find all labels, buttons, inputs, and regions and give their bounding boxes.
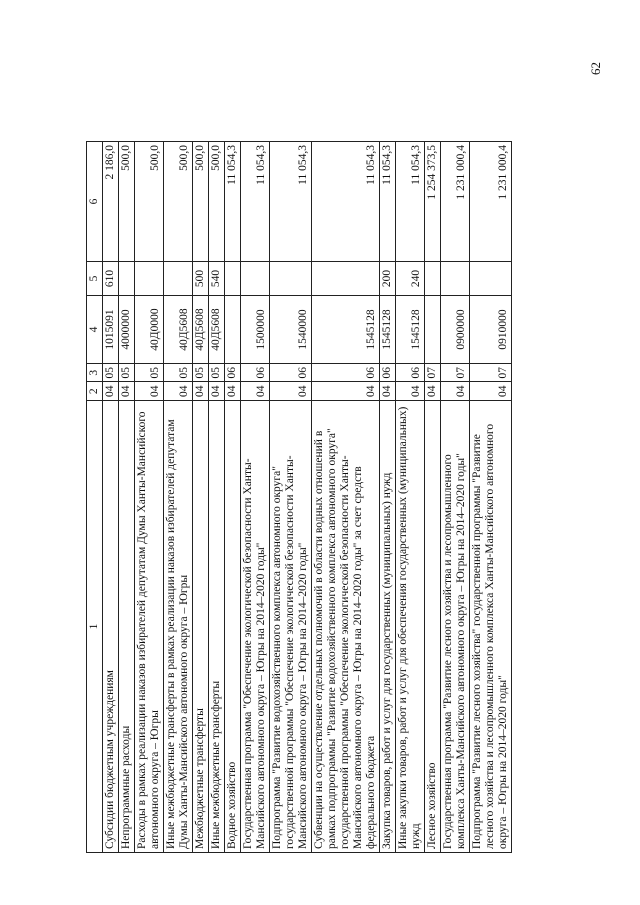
section-code: 04 [380,382,396,401]
target-code: 1545128 [380,296,396,364]
amount: 500,0 [164,142,193,262]
subsection-code: 05 [103,364,119,383]
amount: 500,0 [209,142,225,262]
table-row [193,142,209,853]
subsection-code: 07 [470,364,512,383]
amount: 500,0 [193,142,209,262]
table-row [470,142,512,853]
subsection-code: 05 [209,364,225,383]
expense-type [312,262,380,296]
subsection-code: 06 [380,364,396,383]
row-name: Субвенции на осуществление отдельных полномочий в области водных отношений в рамках подпрограммы "Развитие водохозяйственного комплекса автономного округа" государственной программы "Обеспечение экологической безопасности Ханты-Мансийского автономного округа – Югры на 2014–2020 годы" за счет средств федерального бюджета [312,401,380,853]
amount: 1 254 373,5 [425,142,441,262]
section-code: 04 [225,382,241,401]
budget-table [86,141,512,853]
table-row [119,142,135,853]
table-row [241,142,270,853]
column-header: 4 [87,296,103,364]
row-name: Иные межбюджетные трансферты [209,401,225,853]
table-row [209,142,225,853]
section-code: 04 [209,382,225,401]
column-header: 3 [87,364,103,383]
row-name: Водное хозяйство [225,401,241,853]
expense-type: 540 [209,262,225,296]
row-name: Расходы в рамках реализации наказов избирателей депутатам Думы Ханты-Мансийского автономного округа – Югры [135,401,164,853]
amount: 500,0 [135,142,164,262]
subsection-code: 06 [241,364,270,383]
table-row [225,142,241,853]
expense-type [470,262,512,296]
expense-type: 200 [380,262,396,296]
section-code: 04 [119,382,135,401]
row-name: Иные закупки товаров, работ и услуг для обеспечения государственных (муниципальных) нужд [396,401,425,853]
target-code: 1015091 [103,296,119,364]
expense-type: 240 [396,262,425,296]
subsection-code: 07 [441,364,470,383]
section-code: 04 [135,382,164,401]
subsection-code: 06 [312,364,380,383]
subsection-code: 05 [135,364,164,383]
target-code: 40Д5608 [164,296,193,364]
amount: 11 054,3 [225,142,241,262]
column-header: 2 [87,382,103,401]
expense-type [119,262,135,296]
amount: 11 054,3 [396,142,425,262]
row-name: Закупка товаров, работ и услуг для государственных (муниципальных) нужд [380,401,396,853]
row-name: Государственная программа "Развитие лесного хозяйства и лесопромышленного комплекса Ханты-Мансийского автономного округа – Югры на 2014–2020 годы" [441,401,470,853]
row-name: Иные межбюджетные трансферты в рамках реализации наказов избирателей депутатам Думы Ханты-Мансийского автономного округа – Югры [164,401,193,853]
row-name: Межбюджетные трансферты [193,401,209,853]
amount: 11 054,3 [270,142,312,262]
expense-type: 500 [193,262,209,296]
table-row [312,142,380,853]
subsection-code: 06 [225,364,241,383]
table-row [270,142,312,853]
amount: 11 054,3 [312,142,380,262]
expense-type [441,262,470,296]
row-name: Подпрограмма "Развитие лесного хозяйства" государственной программы "Развитие лесного хозяйства и лесопромышленного комплекса Ханты-Мансийского автономного округа – Югры на 2014–2020 годы" [470,401,512,853]
expense-type [164,262,193,296]
expense-type [270,262,312,296]
target-code: 0900000 [441,296,470,364]
target-code: 40Д5608 [209,296,225,364]
row-name: Подпрограмма "Развитие водохозяйственного комплекса автономного округа" государственной программы "Обеспечение экологической безопасности Ханты-Мансийского автономного округа – Югры на 2014–2020 годы" [270,401,312,853]
subsection-code: 05 [119,364,135,383]
header-row [87,142,103,853]
row-name: Субсидии бюджетным учреждениям [103,401,119,853]
target-code: 4000000 [119,296,135,364]
column-header: 5 [87,262,103,296]
table-row [396,142,425,853]
amount: 1 231 000,4 [470,142,512,262]
target-code [225,296,241,364]
expense-type [135,262,164,296]
table-body [103,142,512,853]
subsection-code: 05 [193,364,209,383]
target-code: 40Д5608 [193,296,209,364]
row-name: Лесное хозяйство [425,401,441,853]
target-code: 1545128 [312,296,380,364]
table-row [103,142,119,853]
row-name: Непрограммные расходы [119,401,135,853]
subsection-code: 06 [270,364,312,383]
section-code: 04 [193,382,209,401]
table-row [135,142,164,853]
expense-type [225,262,241,296]
section-code: 04 [312,382,380,401]
table-row [164,142,193,853]
section-code: 04 [241,382,270,401]
section-code: 04 [396,382,425,401]
amount: 11 054,3 [380,142,396,262]
amount: 2 186,0 [103,142,119,262]
column-header: 6 [87,142,103,262]
row-name: Государственная программа "Обеспечение экологической безопасности Ханты-Мансийского автономного округа – Югры на 2014–2020 годы" [241,401,270,853]
target-code: 1545128 [396,296,425,364]
target-code: 1540000 [270,296,312,364]
target-code [425,296,441,364]
section-code: 04 [103,382,119,401]
table-row [441,142,470,853]
column-header: 1 [87,401,103,853]
expense-type [241,262,270,296]
target-code: 1500000 [241,296,270,364]
section-code: 04 [441,382,470,401]
expense-type [425,262,441,296]
table-row [380,142,396,853]
page-number: 62 [588,62,603,75]
amount: 500,0 [119,142,135,262]
amount: 11 054,3 [241,142,270,262]
section-code: 04 [164,382,193,401]
target-code: 40Д0000 [135,296,164,364]
section-code: 04 [425,382,441,401]
subsection-code: 06 [396,364,425,383]
subsection-code: 05 [164,364,193,383]
section-code: 04 [270,382,312,401]
section-code: 04 [470,382,512,401]
table-row [425,142,441,853]
target-code: 0910000 [470,296,512,364]
subsection-code: 07 [425,364,441,383]
expense-type: 610 [103,262,119,296]
amount: 1 231 000,4 [441,142,470,262]
